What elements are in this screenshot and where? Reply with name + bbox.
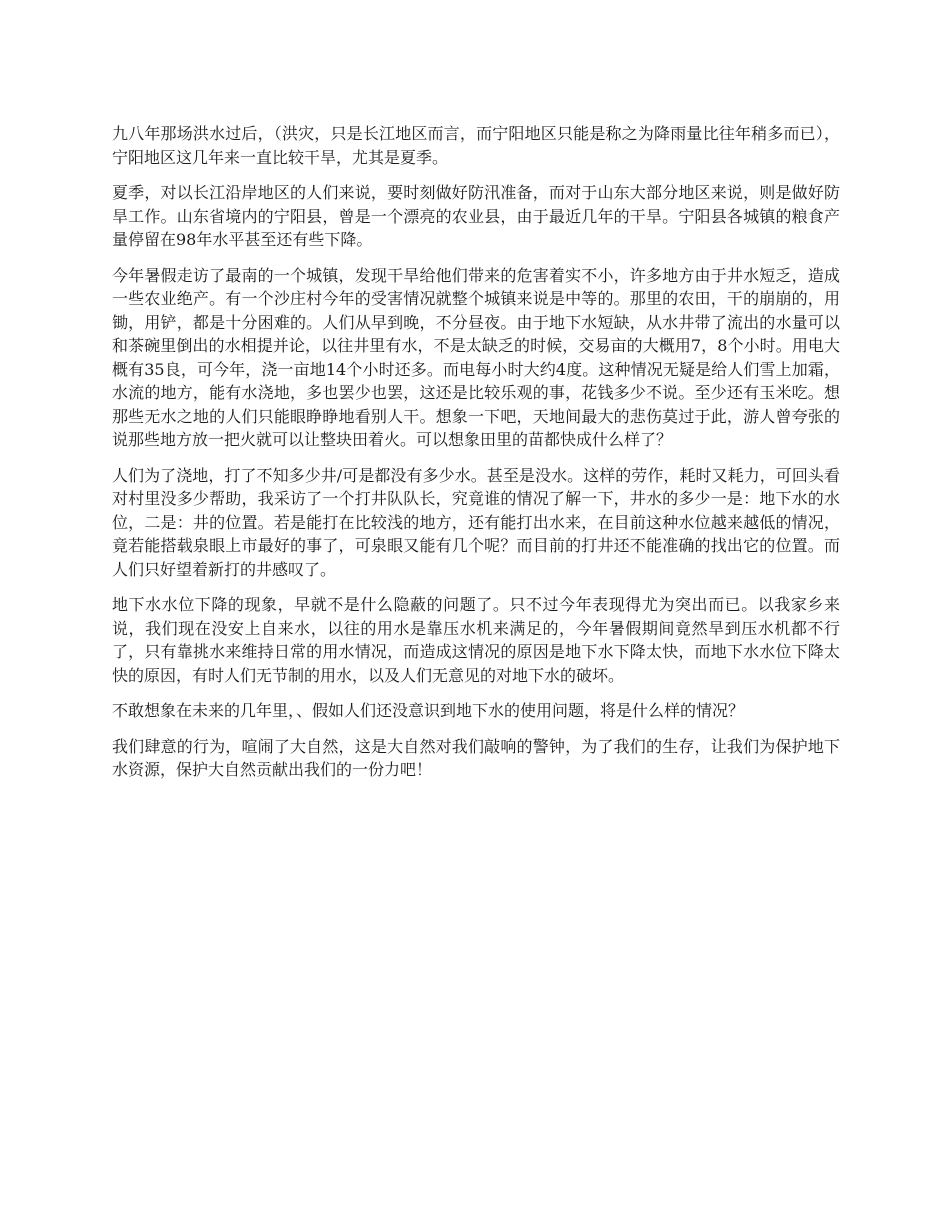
paragraph-7: 我们肆意的行为，喧闹了大自然，这是大自然对我们敲响的警钟，为了我们的生存，让我们为保护地下水资源，保护大自然贡献出我们的一份力吧！ — [112, 736, 840, 779]
paragraph-3: 今年暑假走访了最南的一个城镇，发现干旱给他们带来的危害着实不小，许多地方由于井水短乏，造成一些农业绝产。有一个沙庄村今年的受害情况就整个城镇来说是中等的。那里的农田，干的崩崩的，用锄，用铲，都是十分困难的。人们从早到晚，不分昼夜。由于地下水短缺，从水井带了流出的水量可以和茶碗里倒出的水相提并论，以往井里有水，不是太缺乏的时候，交易亩的大概用7，8个小时。用电大概有35良，可今年，浇一亩地14个小时还多。而电每小时大约4度。这种情况无疑是给人们雪上加霜，水流的地方，能有水浇地，多也罢少也罢，这还是比较乐观的事，花钱多少不说。至少还有玉米吃。想那些无水之地的人们只能眼睁睁地看别人干。想象一下吧，天地间最大的悲伤莫过于此，游人曾夸张的说那些地方放一把火就可以让整块田着火。可以想象田里的苗都快成什么样了？ — [112, 265, 840, 449]
paragraph-5: 地下水水位下降的现象，早就不是什么隐蔽的问题了。只不过今年表现得尤为突出而已。以我家乡来说，我们现在没安上自来水，以往的用水是靠压水机来满足的，今年暑假期间竟然旱到压水机都不行了，只有靠挑水来维持日常的用水情况，而造成这情况的原因是地下水下降太快，而地下水水位下降太快的原因，有时人们无节制的用水，以及人们无意见的对地下水的破坏。 — [112, 595, 840, 685]
paragraph-6: 不敢想象在未来的几年里，、假如人们还没意识到地下水的使用问题，将是什么样的情况？ — [112, 701, 745, 720]
paragraph-1: 九八年那场洪水过后，（洪灾，只是长江地区而言，而宁阳地区只能是称之为降雨量比往年稍多而已），宁阳地区这几年来一直比较干旱，尤其是夏季。 — [112, 124, 840, 167]
document-body — [112, 122, 840, 794]
paragraph-4: 人们为了浇地，打了不知多少井/可是都没有多少水。甚至是没水。这样的劳作，耗时又耗力，可回头看对村里没多少帮助，我采访了一个打井队队长，究竟谁的情况了解一下，井水的多少一是：地下水的水位，二是：井的位置。若是能打在比较浅的地方，还有能打出水来，在目前这种水位越来越低的情况，竟若能搭载泉眼上市最好的事了，可泉眼又能有几个呢？而目前的打井还不能准确的找出它的位置。而人们只好望着新打的井感叹了。 — [112, 465, 840, 579]
paragraph-2: 夏季，对以长江沿岸地区的人们来说，要时刻做好防汛准备，而对于山东大部分地区来说，则是做好防旱工作。山东省境内的宁阳县，曾是一个漂亮的农业县，由于最近几年的干旱。宁阳县各城镇的粮食产量停留在98年水平甚至还有些下降。 — [112, 183, 840, 249]
